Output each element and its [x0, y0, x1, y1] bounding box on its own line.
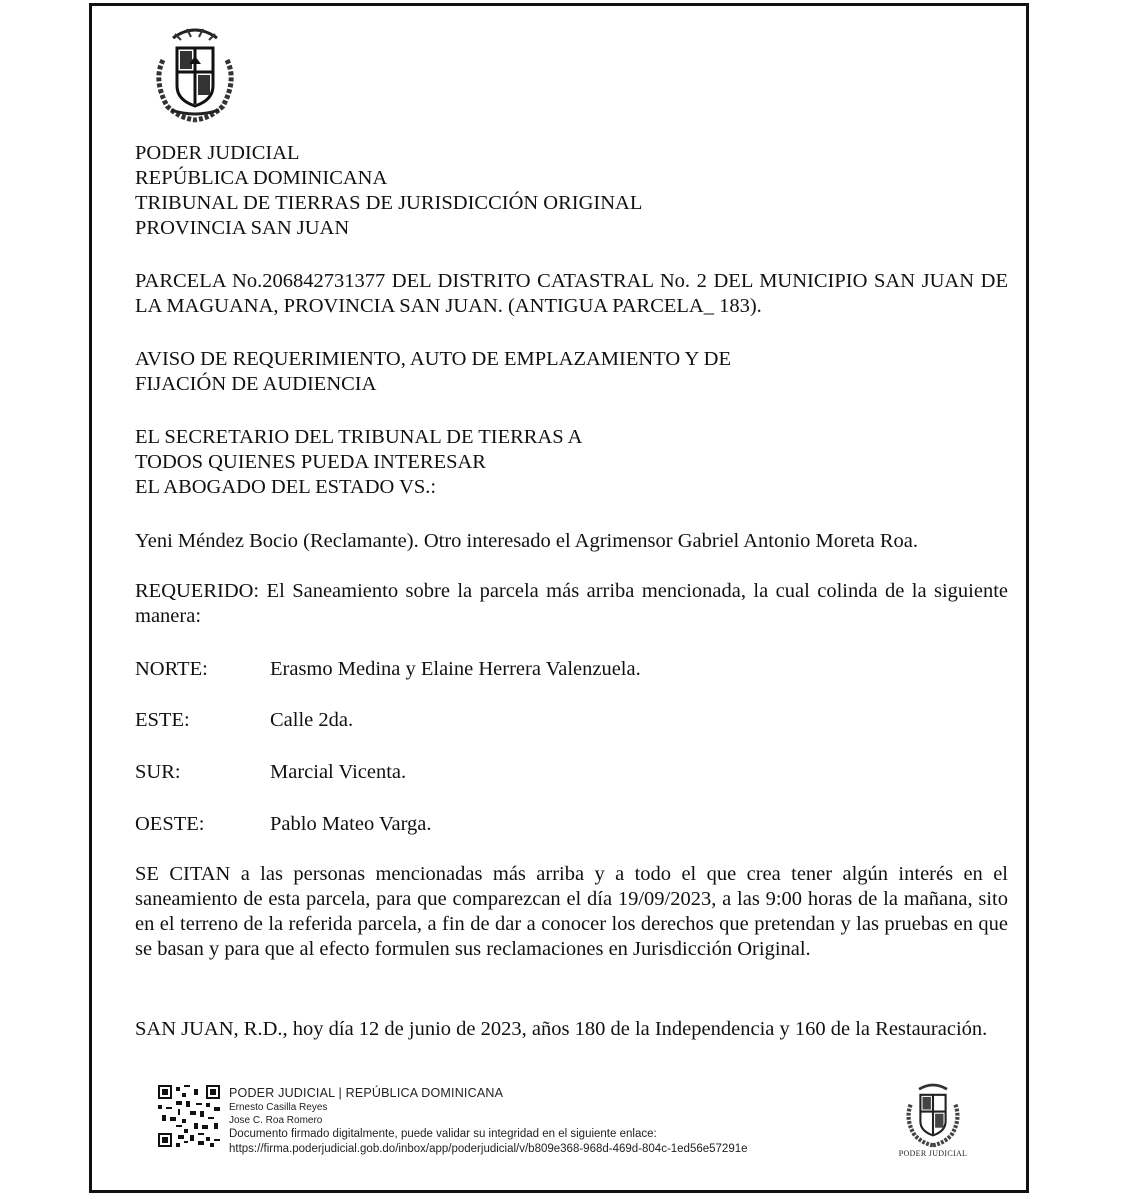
header-line-2: REPÚBLICA DOMINICANA — [135, 167, 388, 189]
signer-name: Jose C. Roa Romero — [229, 1115, 323, 1126]
boundary-label: SUR: — [135, 761, 181, 783]
signer-name: Ernesto Casilla Reyes — [229, 1102, 328, 1113]
signature-org: PODER JUDICIAL | REPÚBLICA DOMINICANA — [229, 1086, 504, 1100]
parcel-description: PARCELA No.206842731377 DEL DISTRITO CATASTRAL No. 2 DEL MUNICIPIO SAN JUAN DE LA MAGUANA, PROVINCIA SAN JUAN. (ANTIGUA PARCELA_ 183). — [135, 270, 1008, 317]
addressee-line-1: EL SECRETARIO DEL TRIBUNAL DE TIERRAS A — [135, 426, 583, 448]
header-line-4: PROVINCIA SAN JUAN — [135, 217, 350, 239]
notice-title-line-2: FIJACIÓN DE AUDIENCIA — [135, 373, 377, 395]
coat-of-arms-icon — [898, 1078, 968, 1148]
header-line-3: TRIBUNAL DE TIERRAS DE JURISDICCIÓN ORIGINAL — [135, 192, 643, 214]
court-header — [135, 141, 1008, 241]
boundary-label: OESTE: — [135, 813, 205, 835]
header-line-1: PODER JUDICIAL — [135, 142, 300, 164]
boundary-value: Calle 2da. — [270, 709, 354, 731]
closing-paragraph: SAN JUAN, R.D., hoy día 12 de junio de 2023, años 180 de la Independencia y 160 de la Restauración. — [135, 1018, 988, 1040]
validation-link[interactable]: https://firma.poderjudicial.gob.do/inbox/app/poderjudicial/v/b809e368-968d-469d-804c-1ed56e57291e — [229, 1143, 748, 1155]
boundary-value: Pablo Mateo Varga. — [270, 813, 432, 835]
boundary-label: NORTE: — [135, 658, 208, 680]
boundary-value: Erasmo Medina y Elaine Herrera Valenzuela. — [270, 658, 641, 680]
signature-footer — [158, 1083, 1018, 1173]
boundary-value: Marcial Vicenta. — [270, 761, 407, 783]
parties: Yeni Méndez Bocio (Reclamante). Otro interesado el Agrimensor Gabriel Antonio Moreta Roa. — [135, 530, 918, 552]
notice-title — [135, 347, 1008, 397]
requirement: REQUERIDO: El Saneamiento sobre la parcela más arriba mencionada, la cual colinda de la siguiente manera: — [135, 580, 1008, 627]
citation-paragraph: SE CITAN a las personas mencionadas más arriba y a todo el que crea tener algún interés en el saneamiento de esta parcela, para que comparezcan el día 19/09/2023, a las 9:00 horas de la mañana, sito en el terreno de la referida parcela, a fin de dar a conocer los derechos que pretendan y las pruebas en que se basan y para que al efecto formulen sus reclamaciones en Jurisdicción Original. — [135, 863, 1008, 960]
addressee-line-3: EL ABOGADO DEL ESTADO VS.: — [135, 476, 437, 498]
qr-code-icon[interactable] — [158, 1085, 220, 1147]
seal-caption: PODER JUDICIAL — [898, 1149, 968, 1158]
boundary-label: ESTE: — [135, 709, 190, 731]
coat-of-arms-icon — [145, 20, 245, 125]
signature-details — [229, 1085, 879, 1157]
addressee-line-2: TODOS QUIENES PUEDA INTERESAR — [135, 451, 486, 473]
validation-note: Documento firmado digitalmente, puede validar su integridad en el siguiente enlace: — [229, 1128, 657, 1140]
addressee — [135, 425, 1008, 500]
notice-title-line-1: AVISO DE REQUERIMIENTO, AUTO DE EMPLAZAMIENTO Y DE — [135, 348, 732, 370]
